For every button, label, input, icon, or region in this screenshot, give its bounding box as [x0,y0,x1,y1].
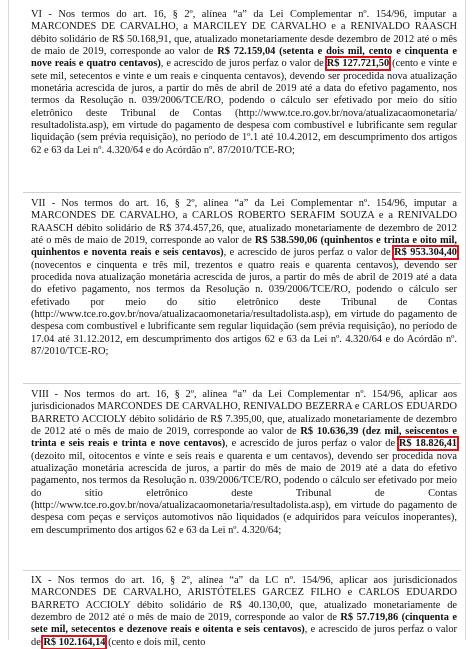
text-segment: VII - Nos termos do art. 16, § 2º, alínea “a” da Lei Complementar nº. 154/96, imputar a MARCONDES DE CARVALHO, a CARLOS ROBERTO SERAFIM SOUZA e a RENIVALDO RAASCH débito solidário de R$ 374.457,26, que, atualizado monetariamente de dezembro de 2012 até o mês de maio de 2019, corresponde ao valor de [31,198,457,247]
text-segment: , e acrescido de juros perfaz o valor de [223,247,395,259]
bold-amount: R$ 10.636,39 (dez mil, seiscentos e trinta e seis reais e trinta e nove centavos) [31,426,458,450]
item-separator [23,192,461,193]
highlighted-amount: R$ 127.721,50 [326,58,390,70]
text-segment: (cento e vinte e sete mil, setecentos e vinte e um reais e cinquenta centavos), devendo ser procedida nova atualização monetária acrescida de juros, a partir do mês de abril de 2019 até a data do efetivo pagamento, nos termos da Resolução n. 039/2006/TCE/RO, podendo o cálculo ser efetivado por meio do sítio eletrônico deste Tribunal de Contas (http://www.tce.ro.gov.br/nova/atualizacaomonetaria/ resultadolista.asp), em virtude do pagamento de despesa com combustível e lubrificante sem regular liquidação (sem prévia requisição), no período de 1º.1 até 10.4.2012, em descumprimento dos artigos 62 e 63 da Lei nº. 4.320/64 e do Acórdão nº. 87/2010/TCE-RO; [31,58,457,156]
item-vi [31,9,457,157]
item-separator [23,570,461,571]
text-segment: IX - Nos termos do art. 16, § 2º, alínea “a” da LC nº. 154/96, aplicar aos jurisdicionados MARCONDES DE CARVALHO, ARISTÓTELES GARCEZ FILHO e CARLOS EDUARDO BARRETO ACCIOLY débito solidário de R$ 40.130,00, que, atualizado monetariamente de dezembro de 2012 até o mês de maio de 2019, corresponde ao valor de [31,575,457,624]
text-segment: (dezoito mil, oitocentos e vinte e seis reais e quarenta e um centavos), devendo ser procedida nova atualização monetária acrescida de juros, a partir do mês de maio de 2019 até a data do efetivo pagamento, nos termos da Resolução n. 039/2006/TCE/RO, podendo o cálculo ser efetivado por meio do sítio eletrônico deste Tribunal de Contas (http://www.tce.ro.gov.br/nova/atualizacaomonetaria/resultadolista.asp), em virtude do pagamento de despesa com peças e serviços automotivos não liquidados (e adquiridos para veículos inoperantes), em descumprimento dos artigos 62 e 63 da Lei nº. 4.320/64; [31,450,457,536]
item-viii [31,389,457,537]
text-segment: , e acrescido de juros perfaz o valor de [225,438,399,450]
text-segment: (novecentos e cinquenta e três mil, trezentos e quatro reais e quarenta centavos), devendo ser procedida nova atualização monetária acrescida de juros, a partir do mês de abril de 2019 até a data do efetivo pagamento, nos termos da Resolução n. 039/2006/TCE/RO, podendo o cálculo ser efetivado por meio do sítio eletrônico deste Tribunal de Contas (http://www.tce.ro.gov.br/nova/atualizacaomonetaria/resultadolista.asp), em virtude do pagamento de despesa com combustível e lubrificante sem regular liquidação (sem prévia requisição), no período de 17.04 até 31.12.2012, em descumprimento dos artigos 62 e 63 da Lei nº. 4.320/64 e do Acórdão nº. 87/2010/TCE-RO; [31,259,457,358]
highlighted-amount: R$ 102.164,14 [43,636,106,648]
bold-amount: R$ 57.719,86 (cinquenta e sete mil, setecentos e dezenove reais e oitenta e seis centavos) [31,612,457,636]
text-segment: , e acrescido de juros perfaz o valor de [160,58,327,70]
item-ix [31,575,457,649]
document-page [8,0,466,648]
highlighted-amount: R$ 953.304,40 [394,247,457,259]
bold-amount: R$ 72.159,04 (setenta e dois mil, cento e cinquenta e nove reais e quatro centavos) [31,46,457,70]
item-separator [23,383,461,384]
text-segment: (cento e dois mil, cento [105,636,206,648]
text-segment: VI - Nos termos do art. 16, § 2º, alínea “a” da Lei Complementar nº. 154/96, imputar a MARCONDES DE CARVALHO, a MARCILEY DE CARVALHO e a RENIVALDO RAASCH débito solidário de R$ 50.168,91, que, atualizado monetariamente desde dezembro de 2012 até o mês de maio de 2019, corresponde ao valor de [31,9,457,58]
highlighted-amount: R$ 18.826,41 [398,438,457,450]
item-vii [31,198,457,358]
text-segment: , e acrescido de juros perfaz o valor de [31,624,458,648]
bold-amount: R$ 538.590,06 (quinhentos e trinta e oito mil, quinhentos e noventa reais e seis centavos) [31,235,457,259]
text-segment: VIII - Nos termos do art. 16, § 2º, alínea “a” da Lei Complementar nº. 154/96, aplicar aos jurisdicionados MARCONDES DE CARVALHO, RENIVALDO BEZERRA e CARLOS EDUARDO BARRETO ACCIOLY débito solidário de R$ 7.395,00, que, atualizado monetariamente de dezembro de 2012 até o mês de maio de 2019, corresponde ao valor de [31,389,457,438]
